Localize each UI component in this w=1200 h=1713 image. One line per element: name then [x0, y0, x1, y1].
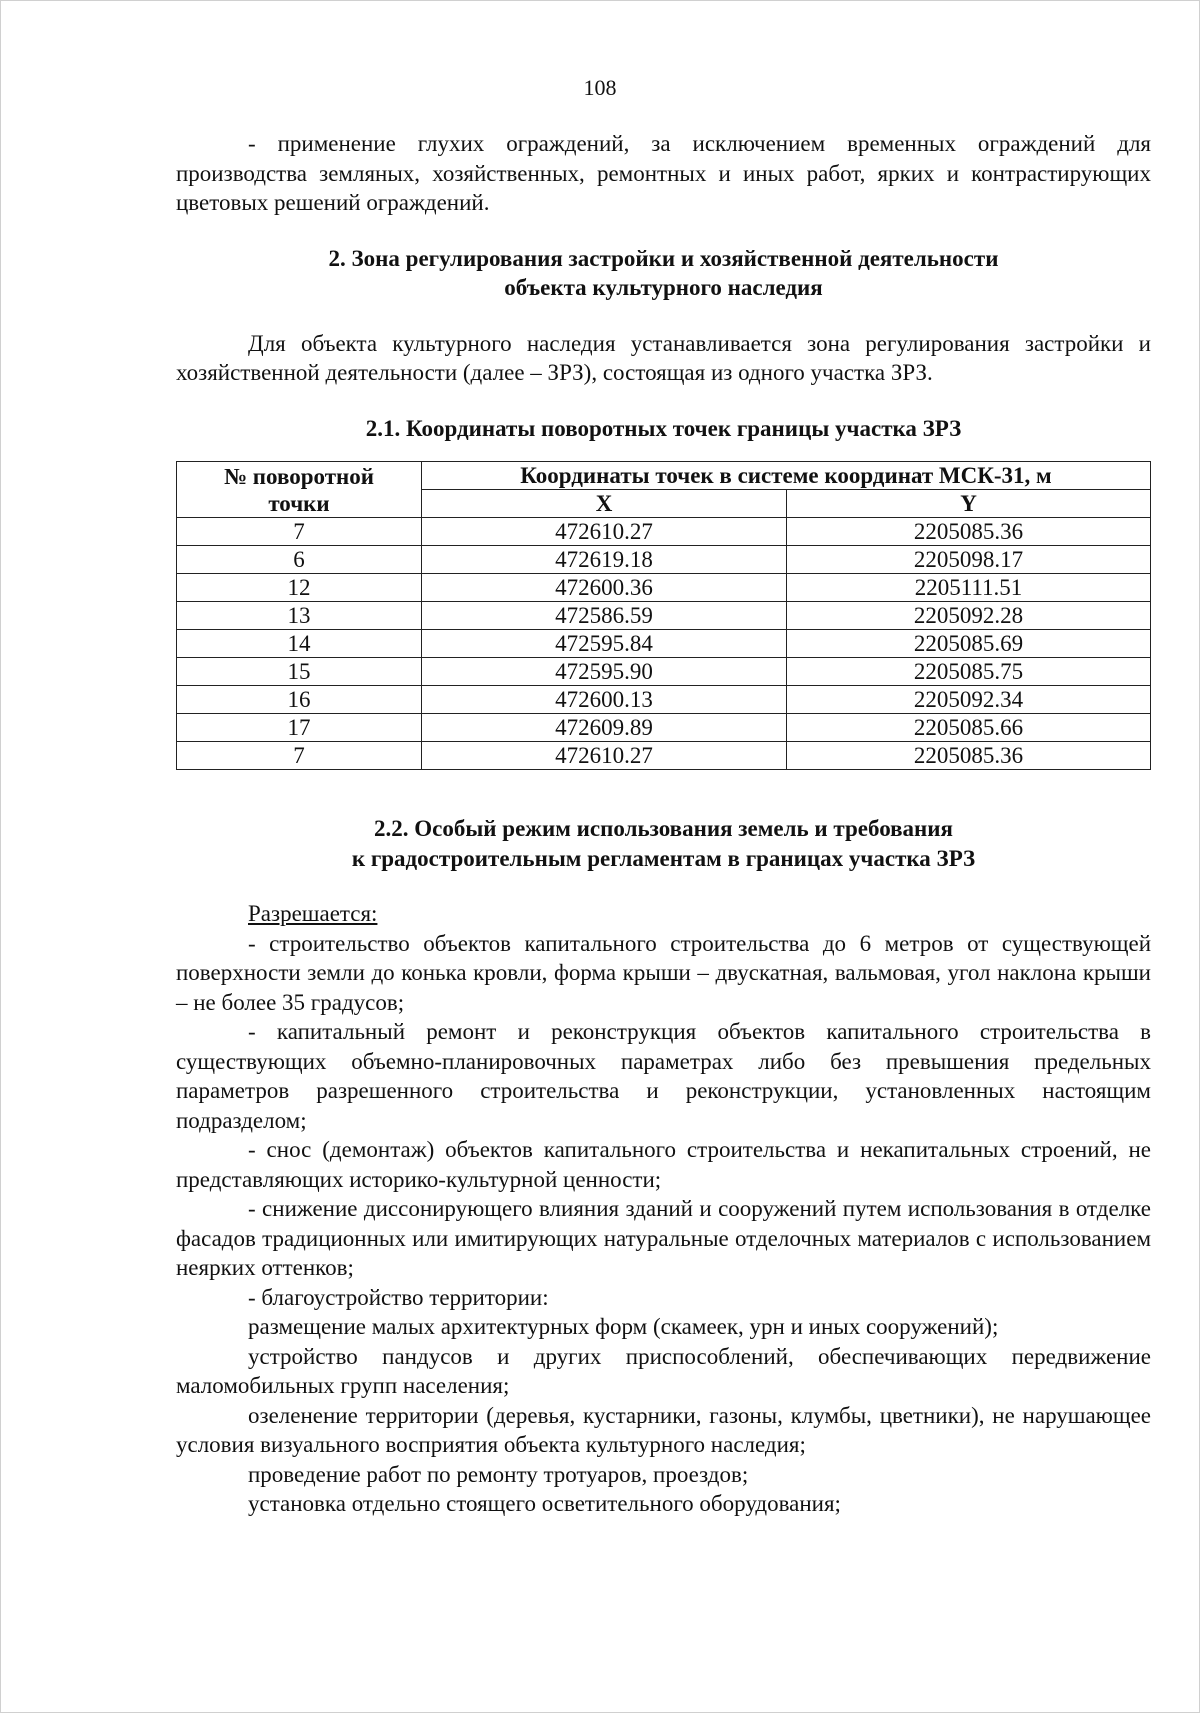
section2-paragraph: Для объекта культурного наследия устанавливается зона регулирования застройки и хозяйственной деятельности (далее – ЗРЗ), состоящая из одного участка ЗРЗ.: [176, 330, 1151, 385]
table-row: [177, 546, 1151, 574]
list-item: - строительство объектов капитального строительства до 6 метров от существующей поверхности земли до конька кровли, форма крыши – двускатная, вальмовая, угол наклона крыши – не более 35 градусов;: [176, 930, 1151, 1015]
cell-point: 6: [177, 546, 422, 574]
cell-x: 472610.27: [422, 518, 787, 546]
header-point-line1: № поворотной: [223, 463, 375, 489]
header-y: Y: [787, 490, 1151, 518]
list-item: устройство пандусов и других приспособлений, обеспечивающих передвижение маломобильных групп населения;: [176, 1343, 1151, 1398]
allowed-label: Разрешается:: [248, 901, 378, 926]
list-item: - снижение диссонирующего влияния зданий и сооружений путем использования в отделке фасадов традиционных или имитирующих натуральные отделочных материалов с использованием неярких оттенков;: [176, 1196, 1151, 1280]
table-row: [177, 518, 1151, 546]
section22-title-line2: к градостроительным регламентам в границах участка ЗРЗ: [351, 845, 976, 871]
intro-paragraph: - применение глухих ограждений, за исключением временных ограждений для производства земляных, хозяйственных, ремонтных и иных работ, ярких и контрастирующих цветовых решений ограждений.: [176, 131, 1151, 215]
list-item: установка отдельно стоящего осветительного оборудования;: [248, 1491, 841, 1516]
cell-point: 12: [177, 574, 422, 602]
document-body: [176, 129, 1151, 1519]
table-row: [177, 658, 1151, 686]
cell-point: 13: [177, 602, 422, 630]
list-item: размещение малых архитектурных форм (скамеек, урн и иных сооружений);: [248, 1314, 999, 1339]
cell-y: 2205085.66: [787, 714, 1151, 742]
cell-y: 2205098.17: [787, 546, 1151, 574]
cell-x: 472600.13: [422, 686, 787, 714]
table-row: [177, 602, 1151, 630]
table-row: [177, 686, 1151, 714]
table-header-row: [177, 462, 1151, 490]
list-item: проведение работ по ремонту тротуаров, проездов;: [248, 1461, 749, 1487]
header-coordinates: Координаты точек в системе координат МСК-31, м: [422, 462, 1151, 490]
section21-title: 2.1. Координаты поворотных точек границы участка ЗРЗ: [365, 415, 962, 441]
cell-x: 472595.84: [422, 630, 787, 658]
cell-y: 2205085.75: [787, 658, 1151, 686]
cell-y: 2205111.51: [787, 574, 1151, 602]
cell-point: 14: [177, 630, 422, 658]
list-item: - снос (демонтаж) объектов капитального строительства и некапитальных строений, не представляющих историко-культурной ценности;: [176, 1137, 1151, 1192]
cell-y: 2205092.28: [787, 602, 1151, 630]
list-item: - благоустройство территории:: [248, 1284, 549, 1310]
header-x: X: [422, 490, 787, 518]
cell-x: 472610.27: [422, 742, 787, 770]
header-point-number: [177, 462, 422, 518]
cell-x: 472586.59: [422, 602, 787, 630]
cell-x: 472595.90: [422, 658, 787, 686]
list-item: - капитальный ремонт и реконструкция объектов капитального строительства в существующих объемно-планировочных параметрах либо без превышения предельных параметров разрешенного строительства и реконструкции, установленных настоящим подразделом;: [176, 1019, 1151, 1133]
section22-title-line1: 2.2. Особый режим использования земель и требования: [374, 816, 953, 841]
table-row: [177, 630, 1151, 658]
allowed-label-paragraph: [176, 899, 1151, 929]
cell-point: 17: [177, 714, 422, 742]
cell-x: 472609.89: [422, 714, 787, 742]
section2-title-line2: объекта культурного наследия: [504, 275, 823, 300]
cell-x: 472600.36: [422, 574, 787, 602]
table-row: [177, 574, 1151, 602]
section2-title-line1: 2. Зона регулирования застройки и хозяйственной деятельности: [328, 245, 999, 271]
cell-y: 2205085.69: [787, 630, 1151, 658]
table-row: [177, 742, 1151, 770]
cell-y: 2205092.34: [787, 686, 1151, 714]
page-number: 108: [583, 75, 617, 100]
cell-x: 472619.18: [422, 546, 787, 574]
cell-y: 2205085.36: [787, 518, 1151, 546]
cell-point: 15: [177, 658, 422, 686]
cell-point: 16: [177, 686, 422, 714]
list-item: озеленение территории (деревья, кустарники, газоны, клумбы, цветники), не нарушающее условия визуального восприятия объекта культурного наследия;: [176, 1402, 1151, 1457]
coordinates-table: [176, 461, 1151, 770]
cell-point: 7: [177, 742, 422, 770]
table-row: [177, 714, 1151, 742]
header-point-line2: точки: [268, 490, 330, 516]
cell-y: 2205085.36: [787, 742, 1151, 770]
cell-point: 7: [177, 518, 422, 546]
